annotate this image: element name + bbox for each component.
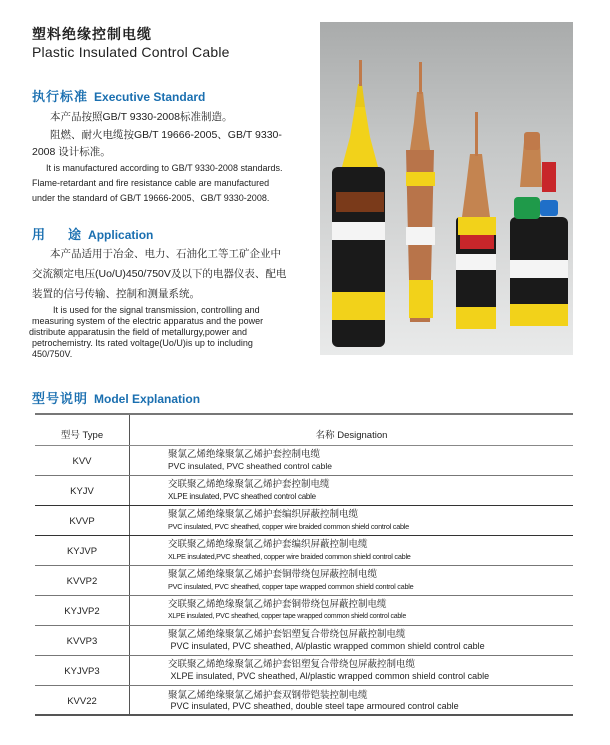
row-designation <box>168 599 568 622</box>
designation-en: XLPE insulated, PVC sheathed, Al/plastic wrapped common shield control cable <box>168 671 490 681</box>
row-designation <box>168 479 568 502</box>
designation-en: XLPE insulated,PVC sheathed, copper wire braided common shield control cable <box>168 552 411 561</box>
application-en-line5: 450/750V. <box>32 349 73 359</box>
heading-cn: 型号说明 <box>32 391 89 406</box>
row-designation <box>168 539 568 562</box>
application-en-line4: petrochemistry. Its rated voltage(Uo/U)is up to including <box>32 338 253 348</box>
row-type: KVVP3 <box>66 636 98 647</box>
cable-product-photo <box>320 22 573 355</box>
heading-cn-2: 途 <box>68 227 83 242</box>
designation-en: PVC insulated, PVC sheathed, Al/plastic wrapped common shield control cable <box>168 641 485 651</box>
designation-en: PVC insulated, PVC sheathed control cable <box>168 461 332 471</box>
page-title-en: Plastic Insulated Control Cable <box>32 44 230 60</box>
designation-cn: 交联聚乙烯绝缘聚氯乙烯护套铜带绕包屏蔽控制电缆 <box>168 599 387 610</box>
table-row <box>35 536 573 566</box>
heading-cn: 执行标准 <box>32 89 89 104</box>
section-heading-executive-standard <box>32 86 205 106</box>
heading-cn-1: 用 <box>32 227 47 242</box>
application-en-line3: distribute apparatusin the field of metallurgy,power and <box>29 327 247 337</box>
heading-en: Executive Standard <box>94 90 206 104</box>
heading-en: Model Explanation <box>94 392 201 406</box>
application-cn-line3: 装置的信号传输、控制和测量系统。 <box>32 288 200 300</box>
table-header-row <box>35 415 573 446</box>
section-heading-model-explanation <box>32 388 200 408</box>
table-row <box>35 596 573 626</box>
designation-cn: 聚氯乙烯绝缘聚氯乙烯护套铜带绕包屏蔽控制电缆 <box>168 569 378 580</box>
row-type: KVV22 <box>67 696 97 707</box>
standard-cn-line2: 阻燃、耐火电缆按GB/T 19666-2005、GB/T 9330- <box>50 129 282 141</box>
section-heading-application <box>32 224 153 244</box>
column-header-designation: 名称 Designation <box>315 430 388 441</box>
standard-en-line2: Flame-retardant and fire resistance cable are manufactured <box>32 178 270 188</box>
application-en-line1: It is used for the signal transmission, controlling and <box>53 305 260 315</box>
model-table <box>35 415 573 716</box>
row-type: KVVP <box>69 516 95 527</box>
standard-en-line3: under the standard of GB/T 19666-2005、GB/T 9330-2008. <box>32 193 270 203</box>
table-row <box>35 566 573 596</box>
row-designation <box>168 449 568 472</box>
table-row <box>35 506 573 536</box>
standard-en-line1: It is manufactured according to GB/T 9330-2008 standards. <box>46 163 283 173</box>
column-header-type: 型号 Type <box>60 430 104 441</box>
row-type: KVV <box>72 456 92 467</box>
row-type: KYJVP <box>66 546 98 557</box>
table-row <box>35 476 573 506</box>
page-title-cn: 塑料绝缘控制电缆 <box>32 26 152 42</box>
table-row <box>35 446 573 476</box>
designation-en: PVC insulated, PVC sheathed, copper wire braided common shield control cable <box>168 522 409 531</box>
application-cn-line2: 交流额定电压(Uo/U)450/750V及以下的电器仪表、配电 <box>32 268 287 280</box>
designation-cn: 交联聚乙烯绝缘聚氯乙烯护套铝塑复合带绕包屏蔽控制电缆 <box>168 659 416 670</box>
designation-cn: 聚氯乙烯绝缘聚氯乙烯护套控制电缆 <box>168 449 321 460</box>
row-designation <box>168 629 568 652</box>
designation-en: PVC insulated, PVC sheathed, double steel tape armoured control cable <box>168 701 459 711</box>
row-designation <box>168 659 568 682</box>
standard-cn-line3: 2008 设计标准。 <box>32 146 111 158</box>
application-en-line2: measuring system of the electric apparatus and the power <box>32 316 264 326</box>
application-cn-line1: 本产品适用于冶金、电力、石油化工等工矿企业中 <box>50 248 281 260</box>
row-designation <box>168 569 568 592</box>
designation-cn: 聚氯乙烯绝缘聚氯乙烯护套双钢带铠装控制电缆 <box>168 690 368 701</box>
designation-cn: 交联聚乙烯绝缘聚氯乙烯护套控制电缆 <box>168 479 330 490</box>
row-designation <box>168 691 568 711</box>
table-row <box>35 686 573 716</box>
designation-cn: 聚氯乙烯绝缘聚氯乙烯护套编织屏蔽控制电缆 <box>168 509 359 520</box>
row-designation <box>168 509 568 532</box>
designation-en: PVC insulated, PVC sheathed, copper tape wrapped common shield control cable <box>168 582 414 591</box>
table-row <box>35 656 573 686</box>
designation-cn: 交联聚乙烯绝缘聚氯乙烯护套编织屏蔽控制电缆 <box>168 539 368 550</box>
table-row <box>35 626 573 656</box>
standard-cn-line1: 本产品按照GB/T 9330-2008标准制造。 <box>50 111 233 123</box>
row-type: KYJV <box>70 486 94 497</box>
designation-en: XLPE insulated, PVC sheathed control cable <box>168 492 316 501</box>
row-type: KVVP2 <box>66 576 98 587</box>
row-type: KYJVP3 <box>64 666 100 677</box>
row-type: KYJVP2 <box>64 606 100 617</box>
heading-en: Application <box>88 228 154 242</box>
cables-illustration-icon <box>320 22 573 355</box>
designation-en: XLPE insulated, PVC sheathed, copper tape wrapped common shield control cable <box>168 613 406 620</box>
designation-cn: 聚氯乙烯绝缘聚氯乙烯护套铝塑复合带绕包屏蔽控制电缆 <box>168 629 406 640</box>
